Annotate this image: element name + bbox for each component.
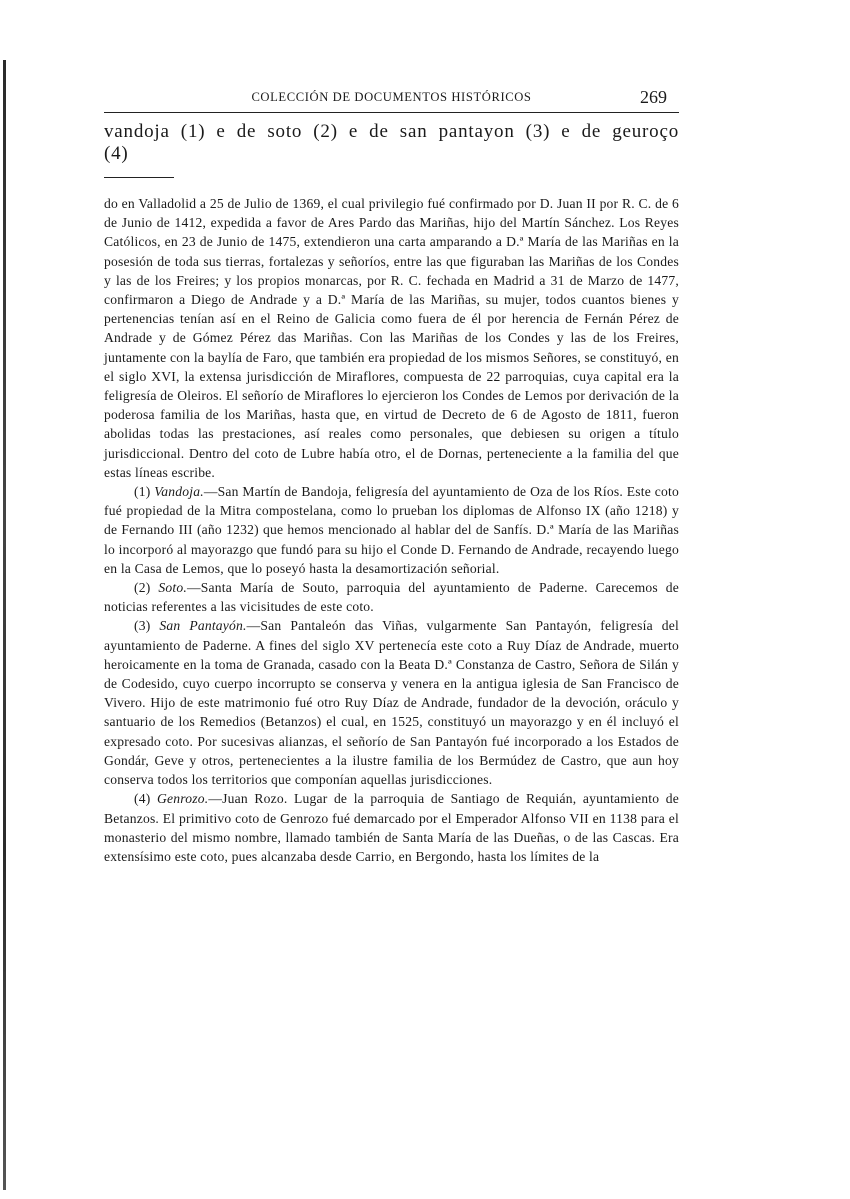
footnote-text: —Santa María de Souto, parroquia del ayuntamiento de Paderne. Carecemos de noticias referentes a las vicisitudes de este coto. [104, 580, 679, 615]
footnotes [104, 194, 679, 866]
footnote-continuation: do en Valladolid a 25 de Julio de 1369, el cual privilegio fué confirmado por D. Juan II por R. C. de 6 de Junio de 1412, expedida a favor de Ares Pardo das Mariñas, hijo del Martín Sánchez. Los Reyes Católicos, en 23 de Junio de 1475, extendieron una carta amparando a D.ª María de las Mariñas en la posesión de toda sus tierras, fortalezas y señoríos, entre las que figuraban las Mariñas de los Condes y las de los Freires; y los propios monarcas, por R. C. fechada en Madrid a 31 de Marzo de 1477, confirmaron a Diego de Andrade y a D.ª María de las Mariñas, su mujer, todos cuantos bienes y pertenencias tenían así en el Reino de Galicia como fuera de él por herencia de Fernán Pérez de Andrade y de Gómez Pérez das Mariñas. Con las Mariñas de los Condes y las de los Freires, juntamente con la baylía de Faro, que también era propiedad de los mismos Señores, se constituyó, en el siglo XVI, la extensa jurisdicción de Miraflores, compuesta de 22 parroquias, cuya capital era la feligresía de Oleiros. El señorío de Miraflores lo ejercieron los Condes de Lemos por derivación de la poderosa familia de los Mariñas, hasta que, en virtud de Decreto de 6 de Agosto de 1811, fueron abolidas todas las prestaciones, así reales como personales, que debiesen su origen a título jurisdiccional. Dentro del coto de Lubre había otro, el de Dornas, perteneciente a la familia del que estas líneas escribe. [104, 196, 679, 480]
document-text-line: vandoja (1) e de soto (2) e de san pantayon (3) e de geuroço (4) [104, 121, 679, 164]
footnote-term: Genrozo. [156, 791, 209, 807]
page-number: 269 [640, 87, 667, 107]
running-head-title: COLECCIÓN DE DOCUMENTOS HISTÓRICOS [251, 90, 532, 104]
footnote-term: Vandoja. [154, 484, 204, 500]
footnote-item [104, 578, 679, 616]
footnote-text: —Juan Rozo. Lugar de la parroquia de Santiago de Requián, ayuntamiento de Betanzos. El primitivo coto de Genrozo fué demarcado por el Emperador Alfonso VII en 1138 para el monasterio del mismo nombre, llamado también de Santa María de las Dueñas, o de las Cascas. Era extensísimo este coto, pues alcanzaba desde Carrio, en Bergondo, hasta los límites de la [104, 791, 679, 864]
footnote-item [104, 482, 679, 578]
footnote-item [104, 789, 679, 866]
footnote-number: (1) [134, 484, 151, 500]
footnote-item [104, 616, 679, 789]
footnote-term: San Pantayón. [159, 618, 247, 634]
running-head [104, 87, 679, 110]
scan-edge-shadow [3, 60, 6, 1190]
footnote-number: (2) [134, 580, 151, 596]
footnote-text: —San Martín de Bandoja, feligresía del ayuntamiento de Oza de los Ríos. Este coto fué propiedad de la Mitra compostelana, como lo prueban los diplomas de Alfonso IX (año 1218) y de Fernando III (año 1232) que hemos mencionado al hablar del de Sanfís. D.ª María de las Mariñas lo incorporó al mayorazgo que fundó para su hijo el Conde D. Fernando de Andrade, recayendo luego en la Casa de Lemos, que lo poseyó hasta la desamortización señorial. [104, 484, 679, 576]
footnote-separator [104, 177, 174, 178]
footnote-number: (4) [134, 791, 151, 807]
footnote-term: Soto. [158, 580, 187, 596]
footnote-text: —San Pantaleón das Viñas, vulgarmente San Pantayón, feligresía del ayuntamiento de Paderne. A fines del siglo XV pertenecía este coto a Ruy Díaz de Andrade, muerto heroicamente en la toma de Granada, casado con la Beata D.ª Constanza de Castro, Señora de Silán y de Codesido, cuyo cuerpo incorrupto se conserva y venera en la antigua iglesia de San Francisco de Vivero. Hijo de este matrimonio fué otro Ruy Díaz de Andrade, fundador de la devoción, oráculo y santuario de los Remedios (Betanzos) el cual, en 1525, constituyó un mayorazgo y en él incluyó el expresado coto. Por sucesivas alianzas, el señorío de San Pantayón fué incorporado a los Estados de Gondár, Geve y otros, pertenecientes a la ilustre familia de los Bermúdez de Castro, que aun hoy conserva todos los territorios que componían aquellas jurisdicciones. [104, 618, 679, 788]
header-rule [104, 112, 679, 113]
footnote-number: (3) [134, 618, 151, 634]
book-page [104, 87, 679, 866]
